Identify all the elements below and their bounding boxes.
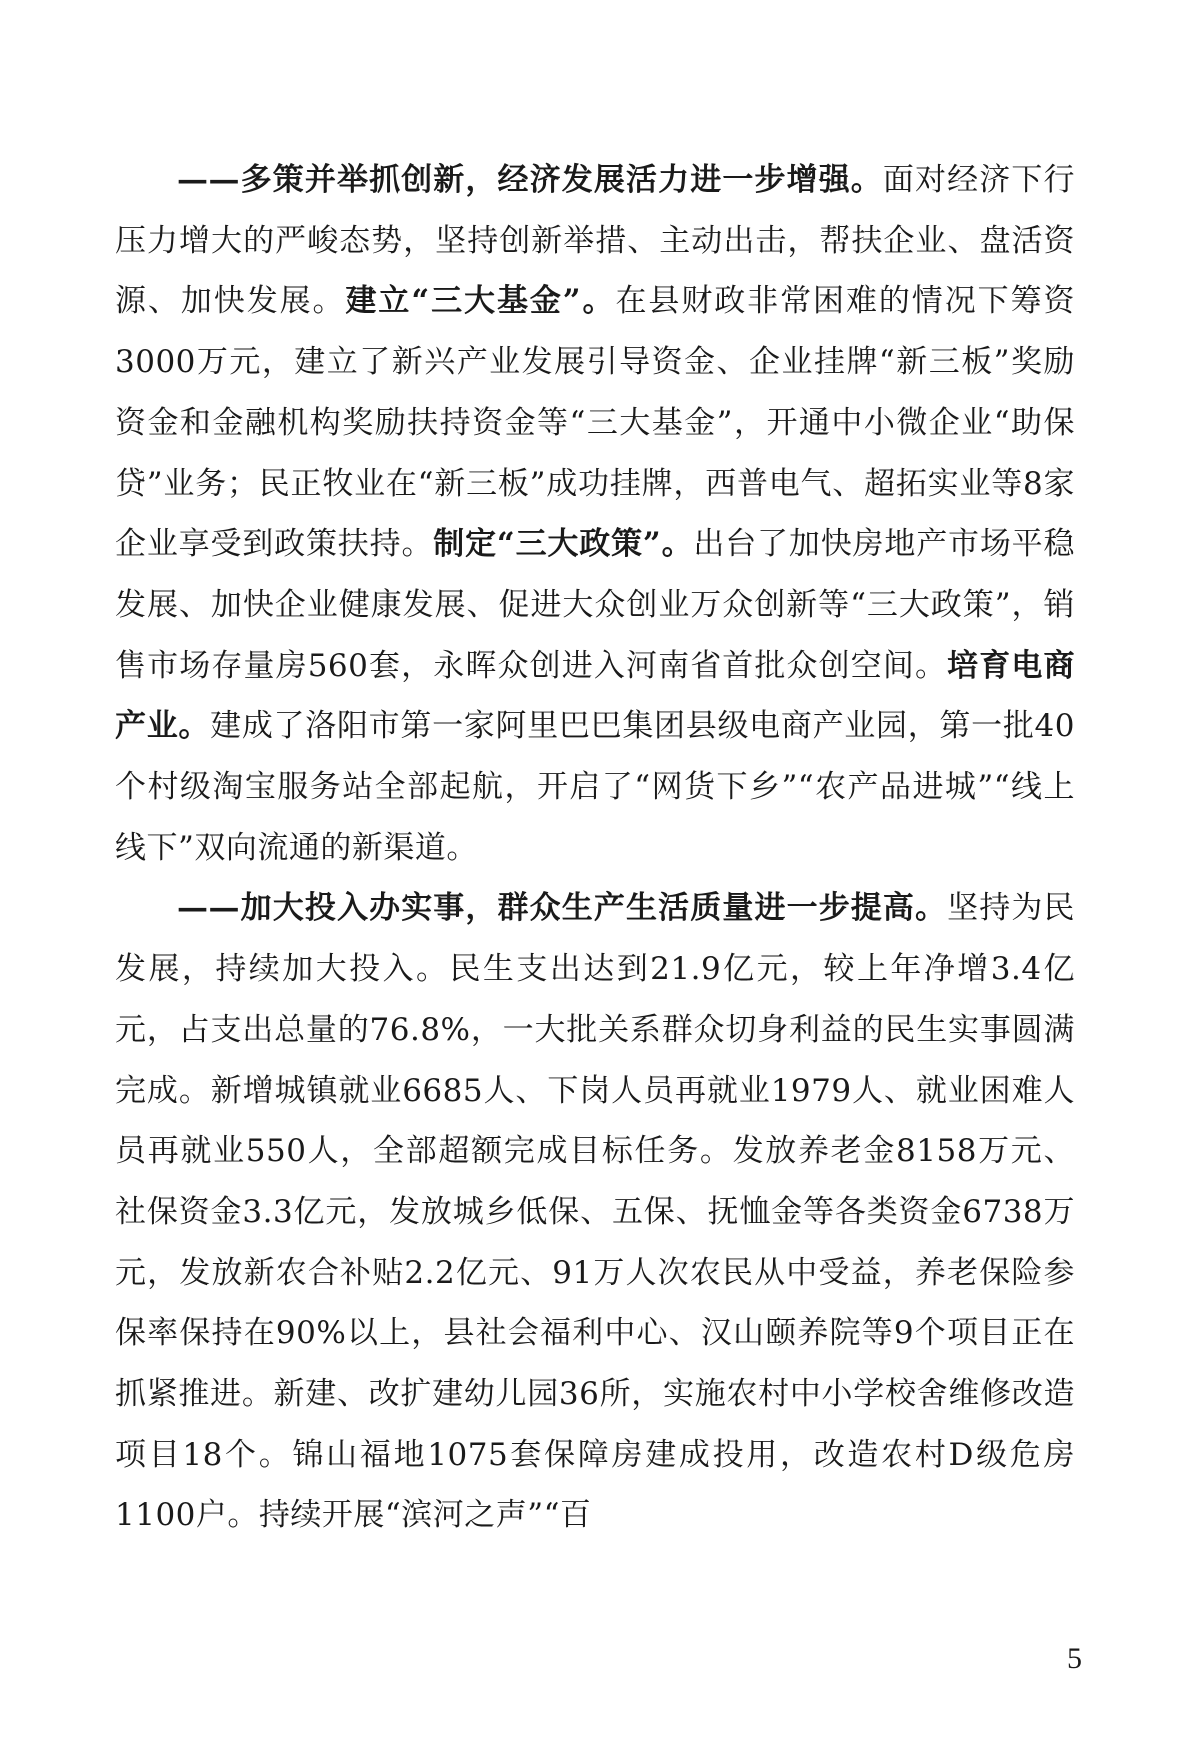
heading-livelihood: ——加大投入办实事，群众生产生活质量进一步提高。	[177, 890, 948, 927]
paragraph-text: 出台了加快房地产市场平稳发展、加快企业健康发展、促进大众创业万众创新等“三大政策”，销售市场存量房560套，永晖众创进入河南省首批众创空间。	[115, 526, 1076, 684]
paragraph-text: 建成了洛阳市第一家阿里巴巴集团县级电商产业园，第一批40个村级淘宝服务站全部起航，开启了“网货下乡”“农产品进城”“线上线下”双向流通的新渠道。	[115, 708, 1076, 866]
paragraph-text: 面对经济下行压力增大的严峻态势，坚持创新举措、主动出击，帮扶企业、盘活资源、加快发展。	[115, 162, 1075, 320]
page-number: 5	[1067, 1642, 1082, 1675]
paragraph-text: 坚持为民发展，持续加大投入。民生支出达到21.9亿元，较上年净增3.4亿元，占支出总量的76.8%，一大批关系群众切身利益的民生实事圆满完成。新增城镇就业6685人、下岗人员再就业1979人、就业困难人员再就业550人，全部超额完成目标任务。发放养老金8158万元、社保资金3.3亿元，发放城乡低保、五保、抚恤金等各类资金6738万元，发放新农合补贴2.2亿元、91万人次农民从中受益，养老保险参保率保持在90%以上，县社会福利中心、汉山颐养院等9个项目正在抓紧推进。新建、改扩建幼儿园36所，实施农村中小学校舍维修改造项目18个。锦山福地1075套保障房建成投用，改造农村D级危房1100户。持续开展“滨河之声”“百	[115, 890, 1076, 1534]
subheading-three-funds: 建立“三大基金”。	[345, 283, 616, 320]
subheading-ecommerce: 培育电商产业。	[115, 647, 1075, 745]
heading-economy: ——多策并举抓创新，经济发展活力进一步增强。	[177, 162, 883, 198]
document-body	[115, 150, 1075, 1546]
paragraph-economy	[115, 150, 1075, 878]
paragraph-livelihood	[115, 878, 1075, 1546]
paragraph-text: 在县财政非常困难的情况下筹资3000万元，建立了新兴产业发展引导资金、企业挂牌“新三板”奖励资金和金融机构奖励扶持资金等“三大基金”，开通中小微企业“助保贷”业务；民正牧业在“新三板”成功挂牌，西普电气、超拓实业等8家企业享受到政策扶持。	[115, 283, 1076, 563]
subheading-three-policies: 制定“三大政策”。	[433, 526, 694, 563]
